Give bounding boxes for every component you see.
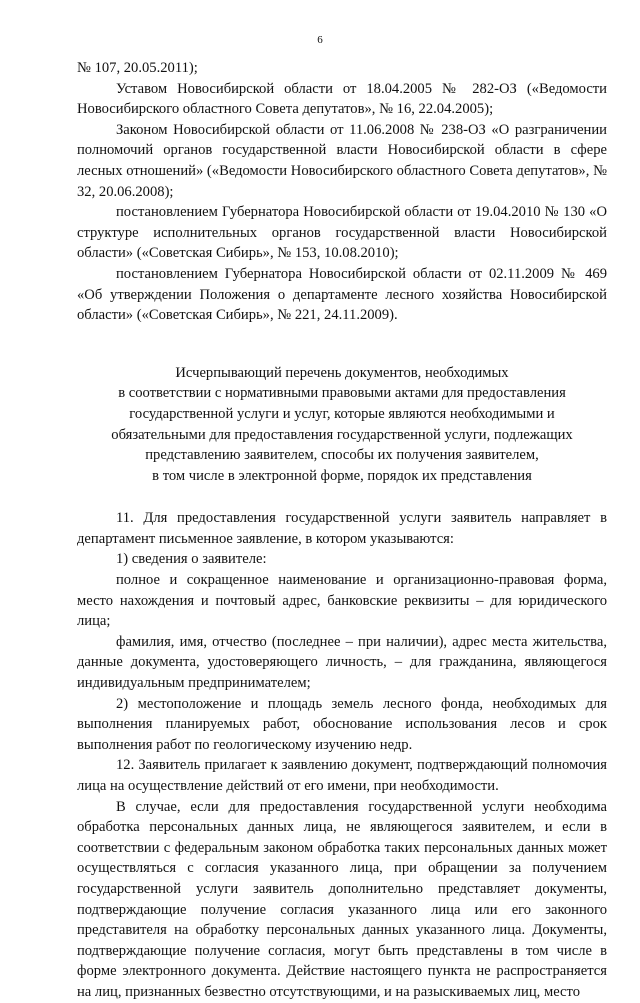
- paragraph: № 107, 20.05.2011);: [77, 60, 198, 76]
- paragraph: В случае, если для предоставления государственной услуги необходима обработка персональных данных лица, не являющегося заявителем, и если в соответствии с федеральным законом обработка таких персональных данных может осуществляться с согласия указанного лица, при обращении за получением государственной услуги заявитель дополнительно представляет документы, подтверждающие получение согласия указанного лица или его законного представителя на обработку персональных данных указанного лица. Документы, подтверждающие получение согласия, могут быть представлены в том числе в форме электронного документа. Действие настоящего пункта не распространяется на лиц, признанных безвестно отсутствующими, и на разыскиваемых лиц, место: [77, 798, 607, 1000]
- paragraph: фамилия, имя, отчество (последнее – при наличии), адрес места жительства, данные документа, удостоверяющего личность, – для гражданина, являющегося индивидуальным предпринимателем;: [77, 633, 607, 692]
- paragraph: постановлением Губернатора Новосибирской области от 19.04.2010 № 130 «О структуре исполнительных органов государственной власти Новосибирской области» («Советская Сибирь», № 153, 10.08.2010);: [77, 204, 607, 262]
- paragraph: 1) сведения о заявителе:: [116, 551, 267, 568]
- paragraph: 11. Для предоставления государственной услуги заявитель направляет в департамент письменное заявление, в котором указываются:: [77, 510, 607, 547]
- paragraph: полное и сокращенное наименование и организационно-правовая форма, место нахождения и почтовый адрес, банковские реквизиты – для юридического лица;: [77, 572, 607, 630]
- heading-line: Исчерпывающий перечень документов, необходимых: [175, 364, 509, 381]
- heading-line: представлению заявителем, способы их получения заявителем,: [145, 447, 539, 464]
- paragraph: 2) местоположение и площадь земель лесного фонда, необходимых для выполнения планируемых работ, обоснование использования лесов и срок выполнения работ по геологическому изучению недр.: [77, 695, 607, 753]
- document-body: [77, 58, 607, 1003]
- heading-line: в том числе в электронной форме, порядок их представления: [152, 467, 532, 484]
- heading-line: обязательными для предоставления государственной услуги, подлежащих: [111, 426, 573, 443]
- paragraph: постановлением Губернатора Новосибирской области от 02.11.2009 № 469 «Об утверждении Положения о департаменте лесного хозяйства Новосибирской области» («Советская Сибирь», № 221, 24.11.2009).: [77, 265, 607, 324]
- paragraph: Уставом Новосибирской области от 18.04.2005 № 282-ОЗ («Ведомости Новосибирского областного Совета депутатов», № 16, 22.04.2005);: [77, 80, 607, 118]
- heading-line: в соответствии с нормативными правовыми актами для предоставления: [118, 385, 566, 402]
- paragraph: Законом Новосибирской области от 11.06.2008 № 238-ОЗ «О разграничении полномочий органов государственной власти Новосибирской области в сфере лесных отношений» («Ведомости Новосибирского областного Совета депутатов», № 32, 20.06.2008);: [77, 121, 607, 200]
- heading-line: государственной услуги и услуг, которые являются необходимыми и: [129, 405, 555, 422]
- legal-basis-list: [77, 58, 607, 326]
- paragraph: 12. Заявитель прилагает к заявлению документ, подтверждающий полномочия лица на осуществление действий от его имени, при необходимости.: [77, 757, 607, 794]
- section-heading: [77, 363, 607, 487]
- page-number: 6: [317, 34, 323, 46]
- section-text: [77, 508, 607, 1002]
